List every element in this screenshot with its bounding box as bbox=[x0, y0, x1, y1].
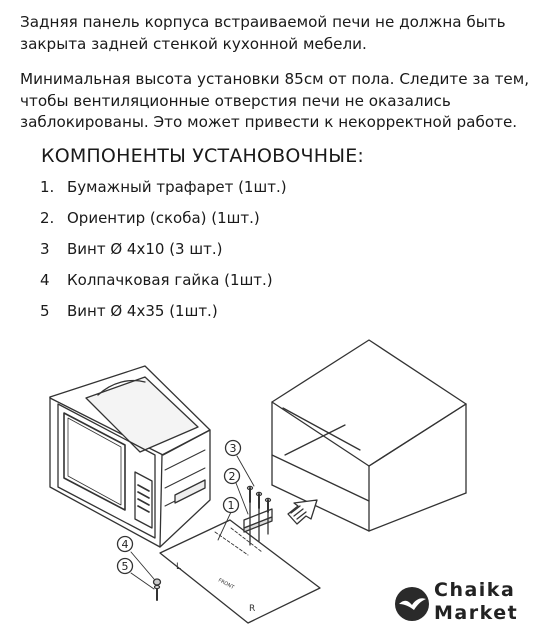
template-mark-l: L bbox=[176, 562, 182, 572]
warning-paragraph-back-panel: Задняя панель корпуса встраиваемой печи не должна быть закрыта задней стенкой кухонной мебели. bbox=[20, 13, 506, 53]
list-item-text: Винт Ø 4x10 (3 шт.) bbox=[67, 240, 223, 258]
logo-text-chaika: Chaika bbox=[434, 579, 516, 601]
callout-number-4: 4 bbox=[121, 538, 129, 551]
chaika-market-logo bbox=[394, 578, 544, 630]
callout-number-5: 5 bbox=[121, 560, 129, 573]
list-item bbox=[40, 207, 287, 238]
list-item-text: Колпачковая гайка (1шт.) bbox=[67, 271, 273, 289]
list-item-number: 5 bbox=[40, 302, 50, 320]
logo-text-market: Market bbox=[434, 602, 519, 624]
callout-number-2: 2 bbox=[228, 470, 236, 483]
list-item bbox=[40, 300, 287, 331]
list-item bbox=[40, 176, 287, 207]
seagull-icon bbox=[394, 586, 430, 622]
callout-number-1: 1 bbox=[227, 499, 235, 512]
direction-arrow bbox=[288, 500, 317, 524]
template-mark-front: FRONT bbox=[217, 577, 235, 591]
list-item-text: Винт Ø 4x35 (1шт.) bbox=[67, 302, 218, 320]
cap-nut-drawing bbox=[154, 579, 161, 585]
oven-drawing bbox=[50, 366, 210, 547]
list-item-text: Бумажный трафарет (1шт.) bbox=[67, 178, 287, 196]
components-heading: КОМПОНЕНТЫ УСТАНОВОЧНЫЕ: bbox=[41, 145, 365, 167]
callout-number-3: 3 bbox=[229, 442, 237, 455]
warning-paragraph-installation-height: Минимальная высота установки 85см от пола. Следите за тем, чтобы вентиляционные отверстия печи не оказались заблокированы. Это может привести к некорректной работе. bbox=[20, 70, 530, 131]
list-item-number: 3 bbox=[40, 240, 50, 258]
list-item bbox=[40, 238, 287, 269]
list-item-number: 2. bbox=[40, 209, 55, 227]
template-mark-r: R bbox=[249, 604, 256, 614]
list-item-number: 4 bbox=[40, 271, 50, 289]
list-item bbox=[40, 269, 287, 300]
paper-template bbox=[160, 520, 320, 623]
list-item-number: 1. bbox=[40, 178, 55, 196]
list-item-text: Ориентир (скоба) (1шт.) bbox=[67, 209, 260, 227]
long-screw-drawing bbox=[155, 586, 160, 601]
components-list bbox=[40, 176, 287, 331]
